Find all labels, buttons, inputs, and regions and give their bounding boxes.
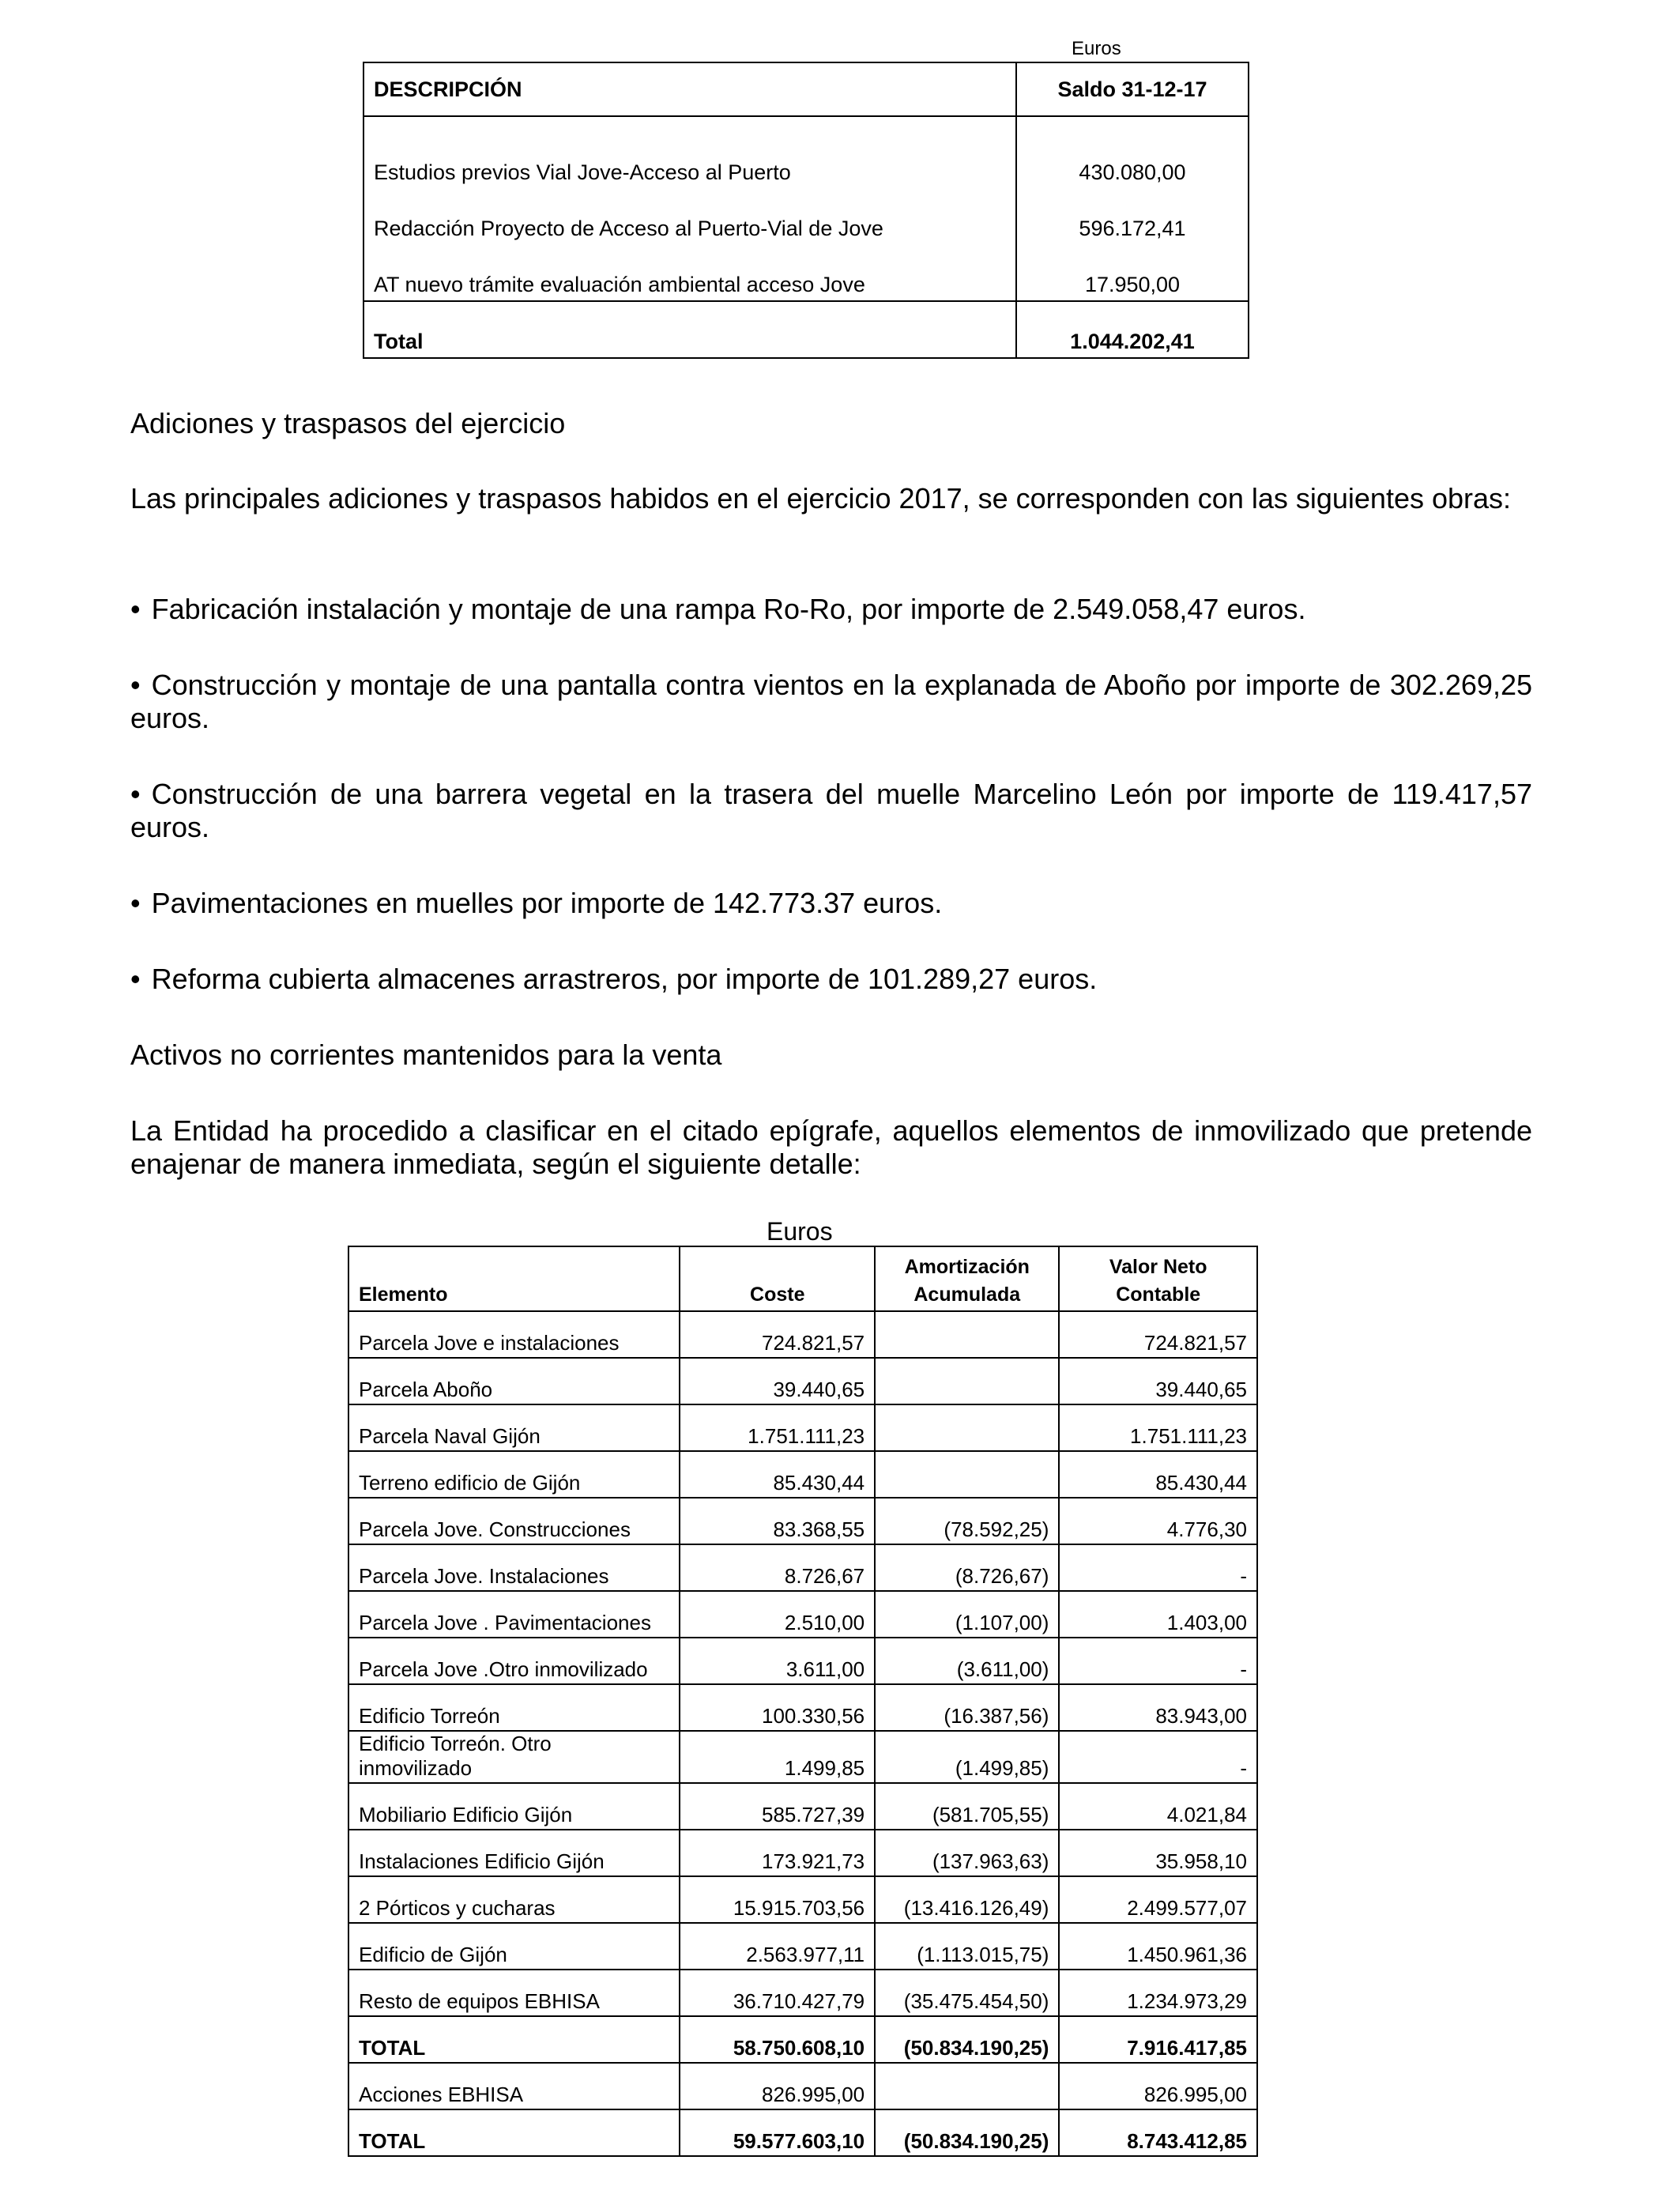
row-net-value: 1.450.961,36: [1059, 1923, 1257, 1970]
header-element: Elemento: [348, 1246, 680, 1311]
paragraph-assets-for-sale: La Entidad ha procedido a clasificar en el citado epígrafe, aquellos elementos de inmovilizado que pretende enajenar de manera inmediata, según el siguiente detalle:: [130, 1114, 1532, 1180]
table2-caption: Euros: [767, 1217, 833, 1246]
row-net-value: 826.995,00: [1059, 2063, 1257, 2109]
row-element: Parcela Jove .Otro inmovilizado: [348, 1638, 680, 1684]
row-depreciation: (35.475.454,50): [875, 1970, 1059, 2016]
row-cost: 58.750.608,10: [680, 2016, 875, 2063]
table-row: [348, 2063, 1257, 2109]
row-balance: 430.080,00: [1016, 116, 1249, 188]
row-depreciation: [875, 1404, 1059, 1451]
row-depreciation: [875, 1311, 1059, 1358]
header-depreciation: [875, 1246, 1059, 1311]
row-cost: 2.510,00: [680, 1591, 875, 1638]
table-row: [363, 244, 1249, 301]
row-cost: 59.577.603,10: [680, 2109, 875, 2156]
row-description: AT nuevo trámite evaluación ambiental acceso Jove: [363, 244, 1016, 301]
header-depreciation-line1: Amortización: [904, 1256, 1030, 1278]
row-net-value: 8.743.412,85: [1059, 2109, 1257, 2156]
row-element: TOTAL: [348, 2109, 680, 2156]
row-net-value: 2.499.577,07: [1059, 1876, 1257, 1923]
row-net-value: 83.943,00: [1059, 1684, 1257, 1731]
table-row: [348, 2016, 1257, 2063]
row-cost: 3.611,00: [680, 1638, 875, 1684]
table-row: [348, 1876, 1257, 1923]
row-cost: 39.440,65: [680, 1358, 875, 1404]
row-description: Redacción Proyecto de Acceso al Puerto-Vial de Jove: [363, 188, 1016, 244]
row-net-value: 7.916.417,85: [1059, 2016, 1257, 2063]
row-element: Parcela Aboño: [348, 1358, 680, 1404]
row-cost: 100.330,56: [680, 1684, 875, 1731]
assets-table: [348, 1246, 1258, 2157]
row-net-value: 35.958,10: [1059, 1830, 1257, 1876]
bullet-item: • Construcción de una barrera vegetal en la trasera del muelle Marcelino León por importe de 119.417,57 euros.: [130, 778, 1532, 844]
table-row: [348, 1311, 1257, 1358]
table-row: [348, 1684, 1257, 1731]
row-depreciation: [875, 1358, 1059, 1404]
heading-assets-for-sale: Activos no corrientes mantenidos para la venta: [130, 1039, 722, 1071]
header-cost: Coste: [680, 1246, 875, 1311]
row-cost: 826.995,00: [680, 2063, 875, 2109]
table-row: [348, 1498, 1257, 1544]
row-element: Parcela Jove. Instalaciones: [348, 1544, 680, 1591]
row-depreciation: (50.834.190,25): [875, 2109, 1059, 2156]
bullet-item: • Construcción y montaje de una pantalla contra vientos en la explanada de Aboño por importe de 302.269,25 euros.: [130, 669, 1532, 735]
row-net-value: 1.403,00: [1059, 1591, 1257, 1638]
header-net-value-line1: Valor Neto: [1109, 1256, 1207, 1278]
row-depreciation: (13.416.126,49): [875, 1876, 1059, 1923]
row-element: Parcela Jove. Construcciones: [348, 1498, 680, 1544]
row-depreciation: (16.387,56): [875, 1684, 1059, 1731]
table-row: [363, 116, 1249, 188]
row-element: Parcela Jove e instalaciones: [348, 1311, 680, 1358]
table-row: [348, 1923, 1257, 1970]
row-depreciation: (137.963,63): [875, 1830, 1059, 1876]
total-label: Total: [363, 301, 1016, 358]
row-depreciation: (1.107,00): [875, 1591, 1059, 1638]
row-net-value: 85.430,44: [1059, 1451, 1257, 1498]
row-element: TOTAL: [348, 2016, 680, 2063]
header-depreciation-line2: Acumulada: [913, 1284, 1021, 1306]
header-description: DESCRIPCIÓN: [363, 62, 1016, 116]
header-net-value-line2: Contable: [1116, 1284, 1201, 1306]
row-element: Edificio Torreón: [348, 1684, 680, 1731]
row-net-value: 1.234.973,29: [1059, 1970, 1257, 2016]
row-cost: 1.499,85: [680, 1731, 875, 1783]
row-element: Resto de equipos EBHISA: [348, 1970, 680, 2016]
table-row: [348, 1358, 1257, 1404]
row-net-value: 39.440,65: [1059, 1358, 1257, 1404]
row-net-value: 724.821,57: [1059, 1311, 1257, 1358]
bullet-item: • Pavimentaciones en muelles por importe de 142.773.37 euros.: [130, 887, 1532, 920]
row-element: 2 Pórticos y cucharas: [348, 1876, 680, 1923]
row-depreciation: [875, 1451, 1059, 1498]
row-cost: 83.368,55: [680, 1498, 875, 1544]
header-balance: Saldo 31-12-17: [1016, 62, 1249, 116]
table-header-row: [363, 62, 1249, 116]
heading-additions: Adiciones y traspasos del ejercicio: [130, 407, 566, 439]
balance-table: [363, 62, 1249, 359]
row-depreciation: (581.705,55): [875, 1783, 1059, 1830]
row-balance: 17.950,00: [1016, 244, 1249, 301]
table-row: [348, 1591, 1257, 1638]
table-row: [348, 2109, 1257, 2156]
row-depreciation: (50.834.190,25): [875, 2016, 1059, 2063]
row-element: Mobiliario Edificio Gijón: [348, 1783, 680, 1830]
row-element: Instalaciones Edificio Gijón: [348, 1830, 680, 1876]
table-header-row: [348, 1246, 1257, 1311]
bullet-item: • Reforma cubierta almacenes arrastreros, por importe de 101.289,27 euros.: [130, 963, 1532, 996]
table-row: [348, 1404, 1257, 1451]
total-row: [363, 301, 1249, 358]
row-depreciation: (8.726,67): [875, 1544, 1059, 1591]
table1-caption: Euros: [1072, 38, 1121, 59]
total-value: 1.044.202,41: [1016, 301, 1249, 358]
row-element: Terreno edificio de Gijón: [348, 1451, 680, 1498]
row-cost: 2.563.977,11: [680, 1923, 875, 1970]
row-cost: 15.915.703,56: [680, 1876, 875, 1923]
table-row: [348, 1638, 1257, 1684]
row-cost: 585.727,39: [680, 1783, 875, 1830]
row-cost: 85.430,44: [680, 1451, 875, 1498]
row-net-value: 4.776,30: [1059, 1498, 1257, 1544]
row-description: Estudios previos Vial Jove-Acceso al Puerto: [363, 116, 1016, 188]
row-depreciation: (3.611,00): [875, 1638, 1059, 1684]
row-element: Parcela Jove . Pavimentaciones: [348, 1591, 680, 1638]
header-net-value: [1059, 1246, 1257, 1311]
table-row: [348, 1783, 1257, 1830]
paragraph-additions: Las principales adiciones y traspasos habidos en el ejercicio 2017, se corresponden con las siguientes obras:: [130, 482, 1512, 515]
row-cost: 173.921,73: [680, 1830, 875, 1876]
row-depreciation: [875, 2063, 1059, 2109]
row-net-value: 1.751.111,23: [1059, 1404, 1257, 1451]
row-cost: 1.751.111,23: [680, 1404, 875, 1451]
row-depreciation: (78.592,25): [875, 1498, 1059, 1544]
row-cost: 724.821,57: [680, 1311, 875, 1358]
row-depreciation: (1.499,85): [875, 1731, 1059, 1783]
table-row: [348, 1451, 1257, 1498]
row-net-value: -: [1059, 1731, 1257, 1783]
row-element: Acciones EBHISA: [348, 2063, 680, 2109]
assets-table-body: [348, 1311, 1257, 2156]
table-row: [348, 1731, 1257, 1783]
row-net-value: 4.021,84: [1059, 1783, 1257, 1830]
bullet-item: • Fabricación instalación y montaje de una rampa Ro-Ro, por importe de 2.549.058,47 euros.: [130, 593, 1532, 626]
row-element: Edificio Torreón. Otro inmovilizado: [348, 1731, 680, 1783]
table-row: [348, 1970, 1257, 2016]
row-cost: 36.710.427,79: [680, 1970, 875, 2016]
row-element: Edificio de Gijón: [348, 1923, 680, 1970]
table-row: [348, 1830, 1257, 1876]
row-depreciation: (1.113.015,75): [875, 1923, 1059, 1970]
table-row: [348, 1544, 1257, 1591]
row-element: Parcela Naval Gijón: [348, 1404, 680, 1451]
row-net-value: -: [1059, 1544, 1257, 1591]
row-net-value: -: [1059, 1638, 1257, 1684]
row-balance: 596.172,41: [1016, 188, 1249, 244]
table-row: [363, 188, 1249, 244]
row-cost: 8.726,67: [680, 1544, 875, 1591]
